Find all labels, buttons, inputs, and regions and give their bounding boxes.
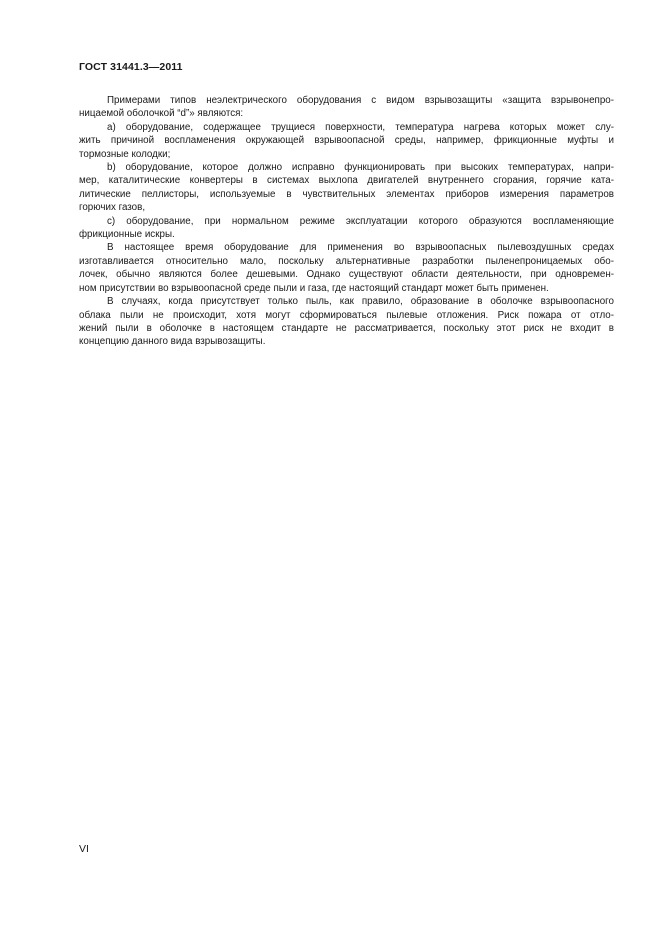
text-line: жить причиной воспламенения окружающей взрывоопасной среды, например, фрикционные муфты и — [79, 135, 614, 147]
text-line: лочек, обычно являются более дешевыми. Однако существуют области деятельности, при одновремен- — [79, 269, 614, 281]
text-line: ном присутствии во взрывоопасной среде пыли и газа, где настоящий стандарт может быть применен. — [79, 282, 549, 294]
text-line: В настоящее время оборудование для применения во взрывоопасных пылевоздушных средах — [107, 242, 614, 254]
document-header: ГОСТ 31441.3—2011 — [79, 61, 183, 73]
body-text — [79, 94, 614, 349]
text-line: облака пыли не происходит, хотя могут сформироваться пылевые отложения. Риск пожара от отло- — [79, 309, 614, 321]
page-number: VI — [79, 843, 89, 855]
text-line: ницаемой оболочкой “d”» являются: — [79, 108, 244, 120]
text-line: b) оборудование, которое должно исправно функционировать при высоких температурах, напри- — [107, 162, 614, 174]
text-line: a) оборудование, содержащее трущиеся поверхности, температура нагрева которых может слу- — [107, 121, 614, 133]
text-line: жений пыли в оболочке в настоящем стандарте не рассматривается, поскольку этот риск не входит в — [79, 322, 614, 334]
text-line: литические пеллисторы, используемые в чувствительных элементах приборов измерения параметров — [79, 188, 614, 200]
text-line: фрикционные искры. — [79, 229, 175, 241]
text-line: мер, каталитические конвертеры в системах выхлопа двигателей внутреннего сгорания, горячие ката- — [79, 175, 614, 187]
text-line: В случаях, когда присутствует только пыль, как правило, образование в оболочке взрывоопасного — [107, 296, 614, 308]
text-line: концепцию данного вида взрывозащиты. — [79, 336, 266, 348]
text-line: горючих газов, — [79, 202, 146, 214]
text-line: изготавливается относительно мало, поскольку альтернативные разработки пыленепроницаемых обо- — [79, 255, 614, 267]
text-line: тормозные колодки; — [79, 148, 171, 160]
text-line: Примерами типов неэлектрического оборудования с видом взрывозащиты «защита взрывонепро- — [107, 95, 614, 106]
text-line: c) оборудование, при нормальном режиме эксплуатации которого образуются воспламеняющие — [107, 215, 614, 227]
